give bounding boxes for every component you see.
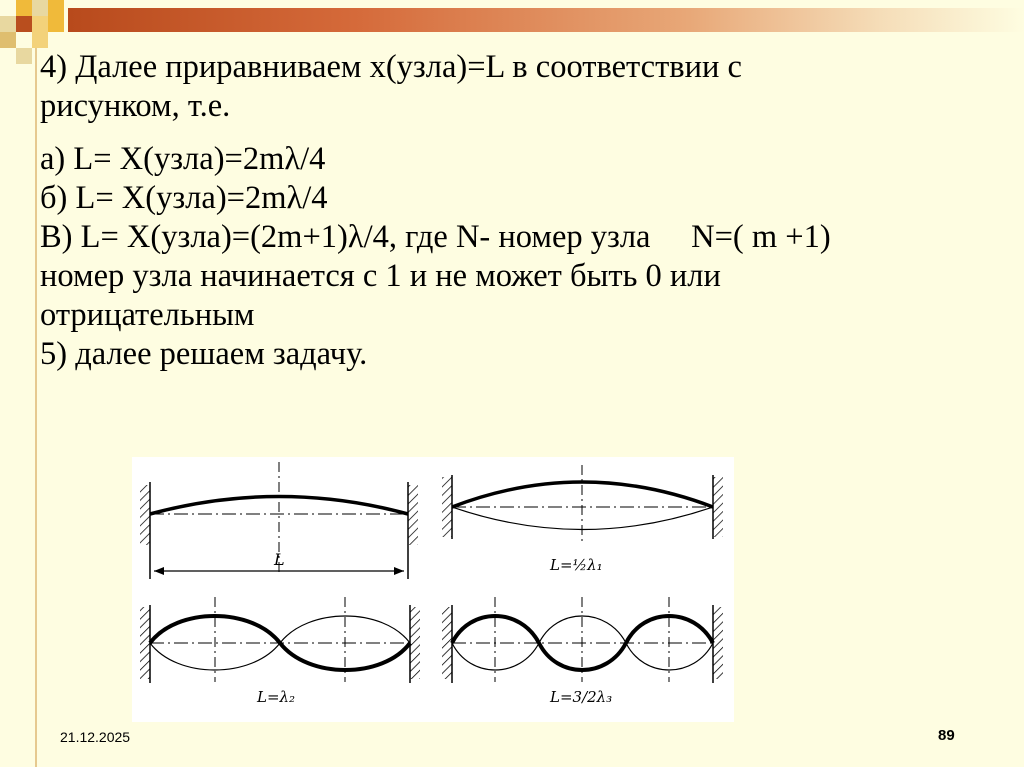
label-a: L <box>274 550 285 569</box>
wall-left-a <box>140 485 150 545</box>
text-line-2: рисунком, т.е. <box>40 88 231 124</box>
label-b: L=½λ₁ <box>550 556 603 574</box>
panel-d-three-half-wave <box>442 597 723 706</box>
text-line-8: 5) далее решаем задачу. <box>40 336 368 372</box>
standing-wave-figure <box>132 457 734 722</box>
wall-right-a <box>408 485 418 545</box>
text-line-7: отрицательным <box>40 297 255 333</box>
panel-c-full-wave <box>140 597 420 706</box>
standing-wave-diagram <box>132 457 734 722</box>
wall-right-c <box>410 607 420 679</box>
panel-b-half-wave <box>442 465 723 574</box>
panel-a-fundamental <box>140 462 418 579</box>
text-line-4: б) L= X(узла)=2mλ/4 <box>40 180 328 216</box>
label-c: L=λ₂ <box>257 688 296 706</box>
wall-right-b <box>713 477 723 537</box>
text-line-1: 4) Далее приравниваем х(узла)=L в соответствии с <box>40 49 742 85</box>
text-line-3: а) L= X(узла)=2mλ/4 <box>40 141 326 177</box>
wall-left-c <box>140 607 150 679</box>
slide-body-text <box>40 48 1000 374</box>
page-number: 89 <box>938 727 955 744</box>
wall-right-d <box>713 607 723 679</box>
left-accent-line <box>35 0 37 767</box>
footer-date: 21.12.2025 <box>60 729 131 745</box>
wall-left-b <box>442 477 452 537</box>
text-line-5: В) L= X(узла)=(2m+1)λ/4, где N- номер узла N=( m +1) <box>40 219 831 255</box>
label-d: L=3/2λ₃ <box>550 688 613 706</box>
text-line-6: номер узла начинается с 1 и не может быть 0 или <box>40 258 721 294</box>
title-gradient-bar <box>68 8 1024 32</box>
wall-left-d <box>442 607 452 679</box>
